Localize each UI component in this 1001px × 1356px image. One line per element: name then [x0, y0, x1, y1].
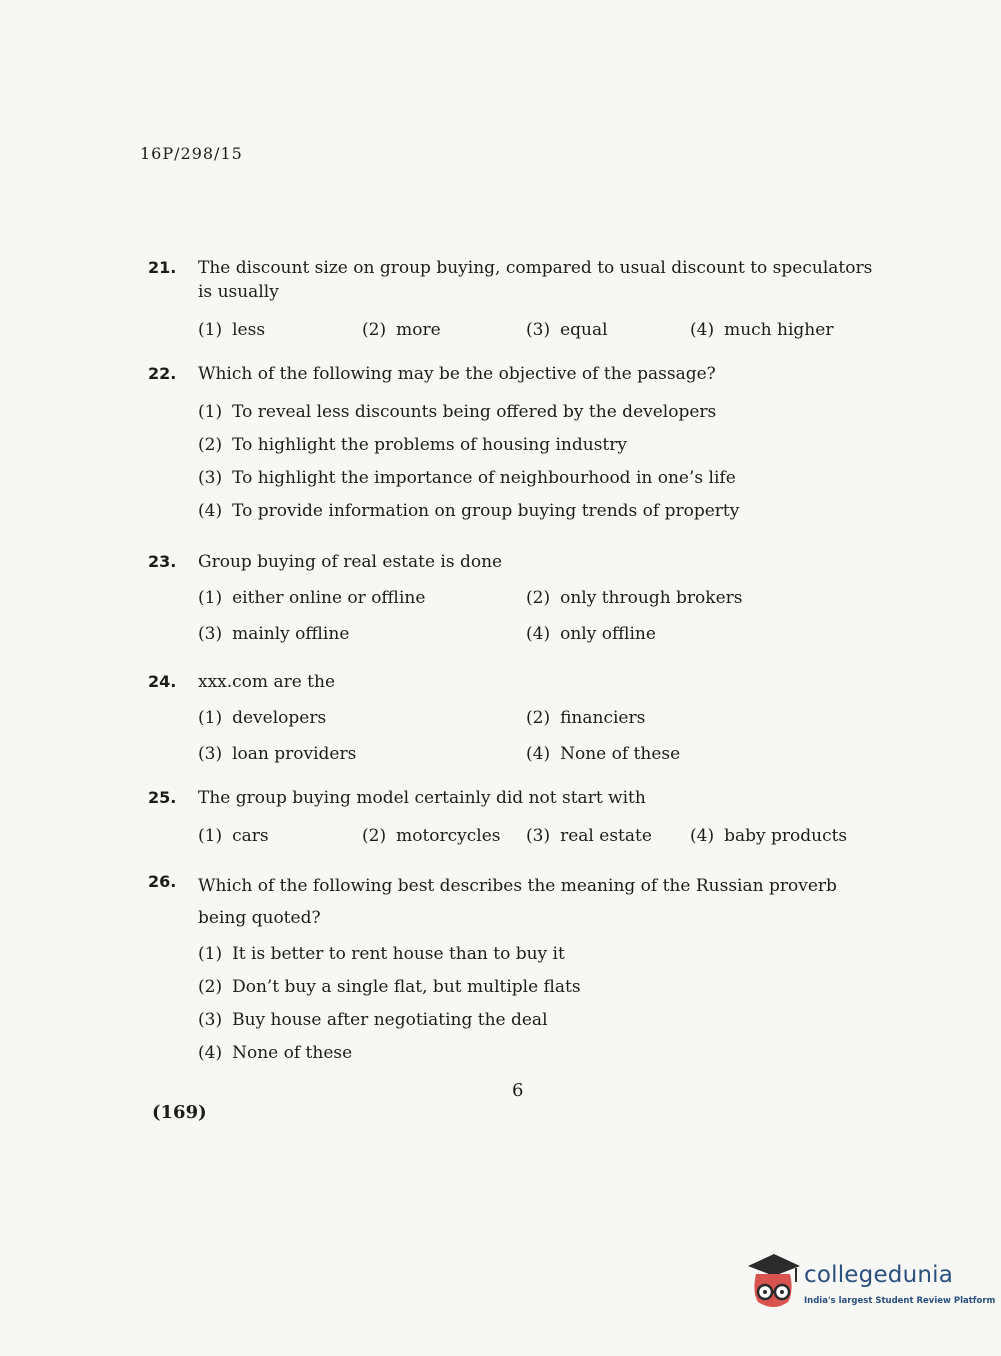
option-4: (4) None of these — [526, 744, 681, 764]
logo-tagline: India's largest Student Review Platform — [804, 1296, 996, 1306]
option-1: (1) developers — [198, 708, 327, 728]
question-22 — [148, 362, 888, 528]
question-number: 26. — [148, 872, 177, 891]
question-number: 24. — [148, 672, 177, 691]
option-1: (1) To reveal less discounts being offered by the developers — [198, 402, 717, 422]
question-text: The discount size on group buying, compared to usual discount to speculators is usually — [198, 258, 873, 302]
option-2: (2) only through brokers — [526, 588, 743, 608]
page-number: 6 — [512, 1080, 524, 1101]
collegedunia-logo — [744, 1252, 996, 1318]
paper-code: 16P/298/15 — [140, 144, 243, 163]
option-3: (3) Buy house after negotiating the deal — [198, 1010, 548, 1030]
logo-name: collegedunia — [804, 1262, 954, 1288]
option-3: (3) To highlight the importance of neighbourhood in one’s life — [198, 468, 736, 488]
question-25 — [148, 786, 888, 848]
options — [198, 824, 888, 848]
options — [198, 938, 888, 1070]
option-1: (1) less — [198, 320, 266, 340]
option-4: (4) None of these — [198, 1043, 353, 1063]
question-text: Group buying of real estate is done — [198, 552, 503, 572]
option-2: (2) financiers — [526, 708, 646, 728]
question-number: 22. — [148, 364, 177, 383]
question-number: 25. — [148, 788, 177, 807]
options — [198, 318, 888, 342]
question-number: 21. — [148, 258, 177, 277]
option-4: (4) only offline — [526, 624, 656, 644]
question-24 — [148, 670, 888, 766]
option-1: (1) cars — [198, 826, 269, 846]
option-3: (3) real estate — [526, 826, 652, 846]
mascot-icon — [744, 1252, 802, 1312]
option-4: (4) To provide information on group buying trends of property — [198, 501, 740, 521]
options — [198, 586, 888, 646]
question-23 — [148, 550, 888, 646]
option-1: (1) either online or offline — [198, 588, 426, 608]
option-4: (4) much higher — [690, 320, 834, 340]
set-number: (169) — [152, 1102, 207, 1123]
options — [198, 396, 888, 528]
option-2: (2) motorcycles — [362, 826, 501, 846]
option-3: (3) loan providers — [198, 744, 357, 764]
option-2: (2) To highlight the problems of housing industry — [198, 435, 627, 455]
option-3: (3) mainly offline — [198, 624, 350, 644]
question-number: 23. — [148, 552, 177, 571]
question-text: xxx.com are the — [198, 672, 336, 692]
option-2: (2) more — [362, 320, 441, 340]
question-text: Which of the following may be the objective of the passage? — [198, 364, 716, 384]
options — [198, 706, 888, 766]
question-26 — [148, 870, 888, 1070]
question-21 — [148, 256, 888, 342]
question-text: Which of the following best describes the meaning of the Russian proverb being quoted? — [198, 876, 837, 928]
option-2: (2) Don’t buy a single flat, but multiple flats — [198, 977, 581, 997]
option-3: (3) equal — [526, 320, 608, 340]
question-text: The group buying model certainly did not start with — [198, 788, 646, 808]
option-1: (1) It is better to rent house than to buy it — [198, 944, 565, 964]
option-4: (4) baby products — [690, 826, 848, 846]
